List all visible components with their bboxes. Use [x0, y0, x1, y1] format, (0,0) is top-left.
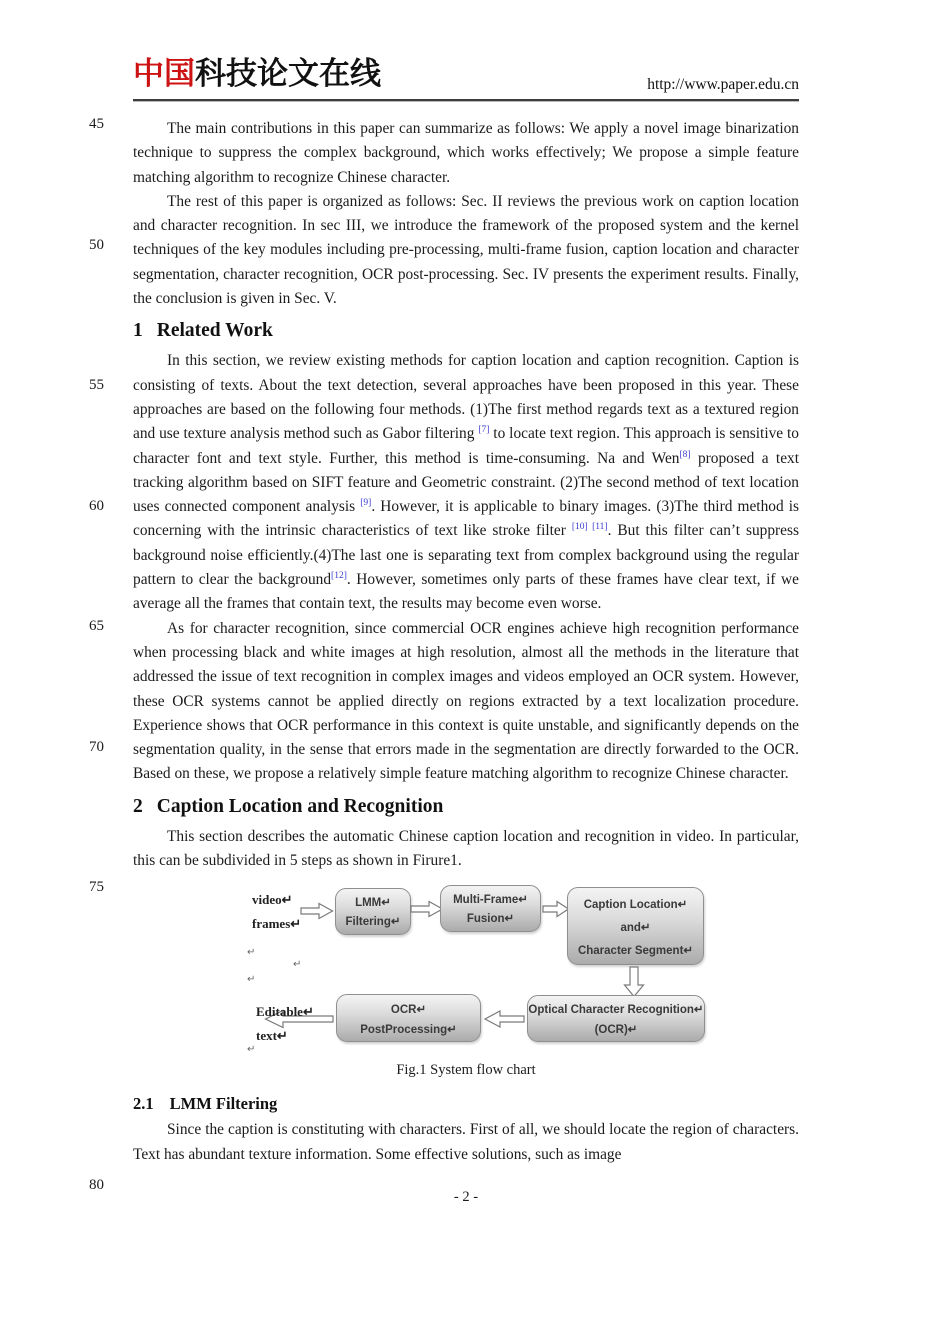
subsection-number: 2.1 — [133, 1094, 154, 1114]
figure-caption: Fig.1 System flow chart — [396, 1062, 536, 1079]
paragraph-section-overview: This section describes the automatic Chinese caption location and recognition in video. In particular, this can be subdivided in 5 steps as shown in Firure1. — [133, 827, 799, 870]
flow-arrow-left-icon — [483, 1009, 525, 1029]
line-number: 75 — [89, 879, 104, 895]
flow-output-label: Editable↵ text↵ — [256, 1004, 314, 1044]
section-number: 2 — [133, 795, 143, 817]
citation-ref: [9] — [360, 498, 372, 509]
site-url-link[interactable]: http://www.paper.edu.cn — [647, 76, 799, 93]
paragraph-mark: ↵ — [247, 1044, 256, 1056]
section-heading-related-work — [133, 320, 799, 342]
logo-text-black: 科技论文在线 — [195, 56, 381, 91]
line-number: 45 — [89, 116, 104, 132]
section-number: 1 — [133, 320, 143, 342]
paragraph-paper-organization: The rest of this paper is organized as follows: Sec. II reviews the previous work on caption location and character recognition. In sec III, we introduce the framework of the proposed system and the kernel techniques of the key modules including pre-processing, multi-frame fusion, caption location and character segmentation, character recognition, OCR post-processing. Sec. IV presents the experiment results. Finally, the conclusion is given in Sec. V. — [133, 192, 799, 308]
section-title: Caption Location and Recognition — [156, 795, 444, 817]
flow-input-label: video↵ frames↵ — [252, 892, 302, 932]
line-number: 50 — [89, 237, 104, 253]
flow-box-caption-location-segment: Caption Location↵ and↵ Character Segment↵ — [567, 887, 704, 965]
flow-box-ocr: Optical Character Recognition↵ (OCR)↵ — [527, 995, 705, 1042]
line-number: 80 — [89, 1177, 104, 1193]
paragraph-contributions: The main contributions in this paper can summarize as follows: We apply a novel image binarization technique to suppress the complex background, which works effectively; We propose a simple feature matching algorithm to recognize Chinese character. — [133, 120, 799, 186]
citation-ref: [12] — [331, 570, 347, 581]
line-number: 60 — [89, 498, 104, 514]
paragraph-lmm-filtering: Since the caption is constituting with characters. First of all, we should locate the region of characters. Text has abundant texture information. Some effective solutions, such as image — [133, 1121, 799, 1163]
paragraph-mark: ↵ — [247, 974, 256, 986]
flow-arrow-right-icon — [410, 900, 444, 918]
citation-ref: [8] — [679, 449, 691, 460]
page-number: - 2 - — [453, 1188, 479, 1205]
citation-ref: [7] — [478, 425, 490, 436]
line-number: 65 — [89, 618, 104, 634]
flow-box-ocr-postprocessing: OCR↵ PostProcessing↵ — [336, 994, 481, 1042]
paragraph-character-recognition: As for character recognition, since commercial OCR engines achieve high recognition performance when processing black and white images at high resolution, almost all the methods in the literature that addressed the issue of text recognition in complex images and videos employed an OCR system. However, these OCR systems cannot be applied directly on regions extracted by a text localization procedure. Experience shows that OCR performance in this context is quite unstable, and significantly depends on the segmentation quality, in the sense that errors made in the segmentation are directly forwarded to the OCR. Based on these, we propose a relatively simple feature matching algorithm to recognize Chinese character. — [133, 619, 799, 783]
flow-arrow-down-icon — [623, 966, 645, 998]
section-title: Related Work — [156, 320, 273, 342]
logo-text-red: 中国 — [133, 56, 195, 91]
flow-box-lmm-filtering: LMM↵ Filtering↵ — [335, 888, 411, 935]
flow-arrow-right-icon — [300, 902, 334, 920]
line-number: 55 — [89, 377, 104, 393]
figure-system-flow-chart — [133, 881, 799, 1054]
paragraph-mark: ↵ — [247, 947, 256, 959]
subsection-title: LMM Filtering — [169, 1094, 278, 1114]
paragraph-mark: ↵ — [293, 959, 302, 971]
header-rule — [133, 99, 799, 102]
line-number: 70 — [89, 739, 104, 755]
subsection-heading-lmm-filtering — [133, 1094, 799, 1114]
paragraph-related-work: In this section, we review existing methods for caption location and caption recognition. Caption is consisting of texts. About the text detection, several approaches have been proposed in this year. These approaches are based on the following four methods. (1)The first method regards text as a textured region and use texture analysis method such as Gabor filtering [7] to locate text region. This approach is sensitive to character font and text style. Further, this method is time-consuming. Na and Wen[8] proposed a text tracking algorithm based on SIFT feature and Geometric constraint. (2)The second method of text location uses connected component analysis [9]. However, it is applicable to binary images. (3)The third method is concerning with the intrinsic characteristics of text like stroke filter [10] [11]. But this filter can’t suppress background noise efficiently.(4)The last one is separating text from complex background using the regular pattern to clear the background[12]. However, sometimes only parts of these frames have clear text, if we average all the frames that contain text, the results may become even worse. — [133, 352, 800, 613]
citation-ref: [10] [11] — [571, 522, 608, 533]
site-logo — [133, 58, 381, 89]
page-header — [133, 0, 799, 104]
flow-arrow-right-icon — [542, 900, 570, 918]
flow-box-multi-frame-fusion: Multi-Frame↵ Fusion↵ — [440, 885, 541, 932]
section-heading-caption-location — [133, 796, 799, 818]
